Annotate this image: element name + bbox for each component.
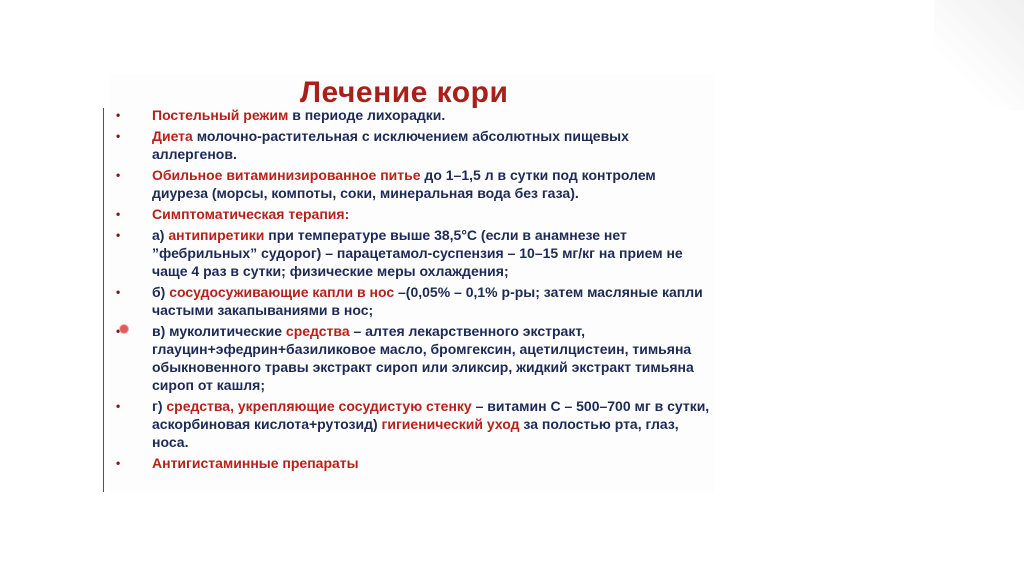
item-text: до 1–1,5 л в сутки под контролем диуреза (морсы, компоты, соки, минеральная вода без газа). [152, 167, 656, 201]
item-text: при температуре выше 38,5°С (если в анамнезе нет ”фебрильных” судорог) – парацетамол-суспензия – 10–15 мг/кг на прием не чаще 4 раз в сутки; физические меры охлаждения; [152, 227, 683, 279]
item-text: молочно-растительная с исключением абсолютных пищевых аллергенов. [152, 128, 629, 162]
bullet-icon: • [116, 324, 121, 338]
bullet-icon: • [116, 207, 121, 221]
item-text-2: за полостью рта, глаз, носа. [152, 416, 679, 450]
bullet-icon: • [116, 168, 121, 182]
item-prefix: в) муколитические [152, 323, 286, 339]
item-highlight: антипиретики [168, 227, 265, 243]
list-item [110, 106, 714, 124]
slide-left-rule [103, 108, 104, 492]
list-item [110, 283, 714, 319]
list-item [110, 205, 714, 223]
slide-title: Лечение кори [300, 76, 509, 109]
corner-shade [934, 0, 1024, 110]
bullet-icon: • [116, 456, 121, 470]
bullet-icon: • [116, 129, 121, 143]
list-item [110, 454, 714, 472]
pointer-dot-icon [120, 325, 128, 333]
bullet-icon: • [116, 108, 121, 122]
slide [110, 74, 714, 492]
bullet-icon: • [116, 399, 121, 413]
list-item [110, 166, 714, 202]
list-item [110, 226, 714, 280]
item-text: в периоде лихорадки. [288, 107, 446, 123]
item-text: – витамин С – 500–700 мг в сутки, аскорбиновая кислота+рутозид) [152, 398, 710, 432]
item-highlight: Постельный режим [152, 107, 289, 123]
item-prefix: б) [152, 284, 170, 300]
bullet-icon: • [116, 228, 121, 242]
item-highlight: Диета [152, 128, 193, 144]
item-highlight: Антигистаминные препараты [152, 455, 359, 471]
item-highlight: средства [285, 323, 350, 339]
item-highlight: Обильное витаминизированное питье [152, 167, 421, 183]
bullet-icon: • [116, 285, 121, 299]
list-item [110, 322, 714, 394]
item-text: – алтея лекарственного экстракт, глауцин+эфедрин+базиликовое масло, бромгексин, ацетилцистеин, тимьяна обыкновенного травы экстракт сироп или эликсир, жидкий экстракт тимьяна сироп от кашля; [152, 323, 694, 393]
item-prefix: а) [152, 227, 169, 243]
item-highlight: Симптоматическая терапия: [152, 206, 350, 222]
list-item [110, 127, 714, 163]
item-highlight: средства, укрепляющие сосудистую стенку [166, 398, 472, 414]
item-prefix: г) [152, 398, 167, 414]
item-text: –(0,05% – 0,1% р-ры; затем масляные капли частыми закапываниями в нос; [152, 284, 703, 318]
list-item [110, 397, 714, 451]
treatment-list [110, 106, 714, 475]
item-highlight: сосудосуживающие капли в нос [169, 284, 395, 300]
item-highlight-2: гигиенический уход [381, 416, 520, 432]
